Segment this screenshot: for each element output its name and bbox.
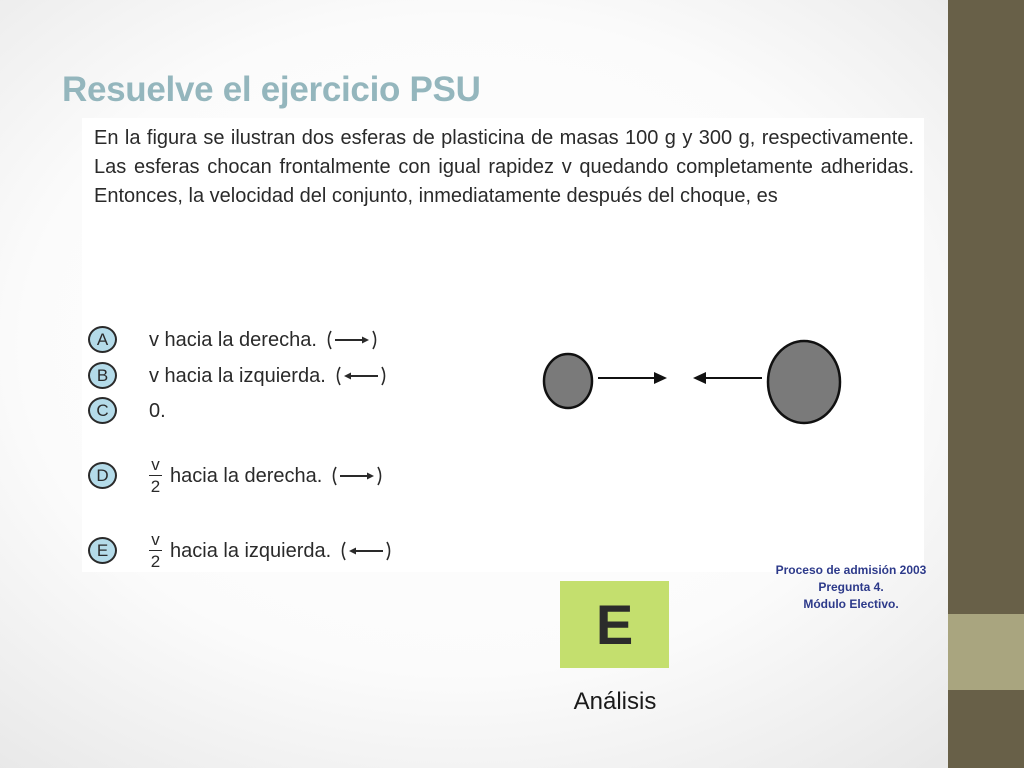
option-text: hacia la izquierda. xyxy=(170,539,332,562)
source-line-1: Proceso de admisión 2003 xyxy=(775,563,927,577)
large-sphere xyxy=(768,341,840,423)
source-line-2: Pregunta 4. xyxy=(818,580,884,594)
source-note xyxy=(756,562,946,613)
slide-title: Resuelve el ejercicio PSU xyxy=(62,70,481,109)
option-letter: B xyxy=(88,362,117,389)
exercise-image xyxy=(82,118,924,572)
option-text: 0. xyxy=(149,399,166,422)
sidebar-accent-band xyxy=(948,614,1024,690)
small-sphere xyxy=(544,354,592,408)
analysis-label: Análisis xyxy=(573,688,657,715)
option-letter: C xyxy=(88,397,117,424)
exercise-statement: En la figura se ilustran dos esferas de plasticina de masas 100 g y 300 g, respectivamente. Las esferas chocan frontalmente con igual rapidez v quedando completamente adheridas. Entonces, la velocidad del conjunto, inmediatamente después del choque, es xyxy=(94,127,914,207)
fraction-numerator: v xyxy=(151,455,160,474)
option-text: v hacia la izquierda. xyxy=(149,364,326,387)
fraction-numerator: v xyxy=(151,530,160,549)
option-letter: D xyxy=(88,462,117,489)
option-letter: A xyxy=(88,326,117,353)
answer-box: E xyxy=(560,581,669,668)
arrow-right-head xyxy=(654,372,667,384)
option-text: hacia la derecha. xyxy=(170,464,323,487)
collision-diagram xyxy=(82,118,924,572)
option-letter: E xyxy=(88,537,117,564)
option-text: v hacia la derecha. xyxy=(149,328,317,351)
fraction-denominator: 2 xyxy=(150,552,161,571)
fraction-denominator: 2 xyxy=(150,477,161,496)
source-line-3: Módulo Electivo. xyxy=(803,597,899,611)
arrow-left-head xyxy=(693,372,706,384)
